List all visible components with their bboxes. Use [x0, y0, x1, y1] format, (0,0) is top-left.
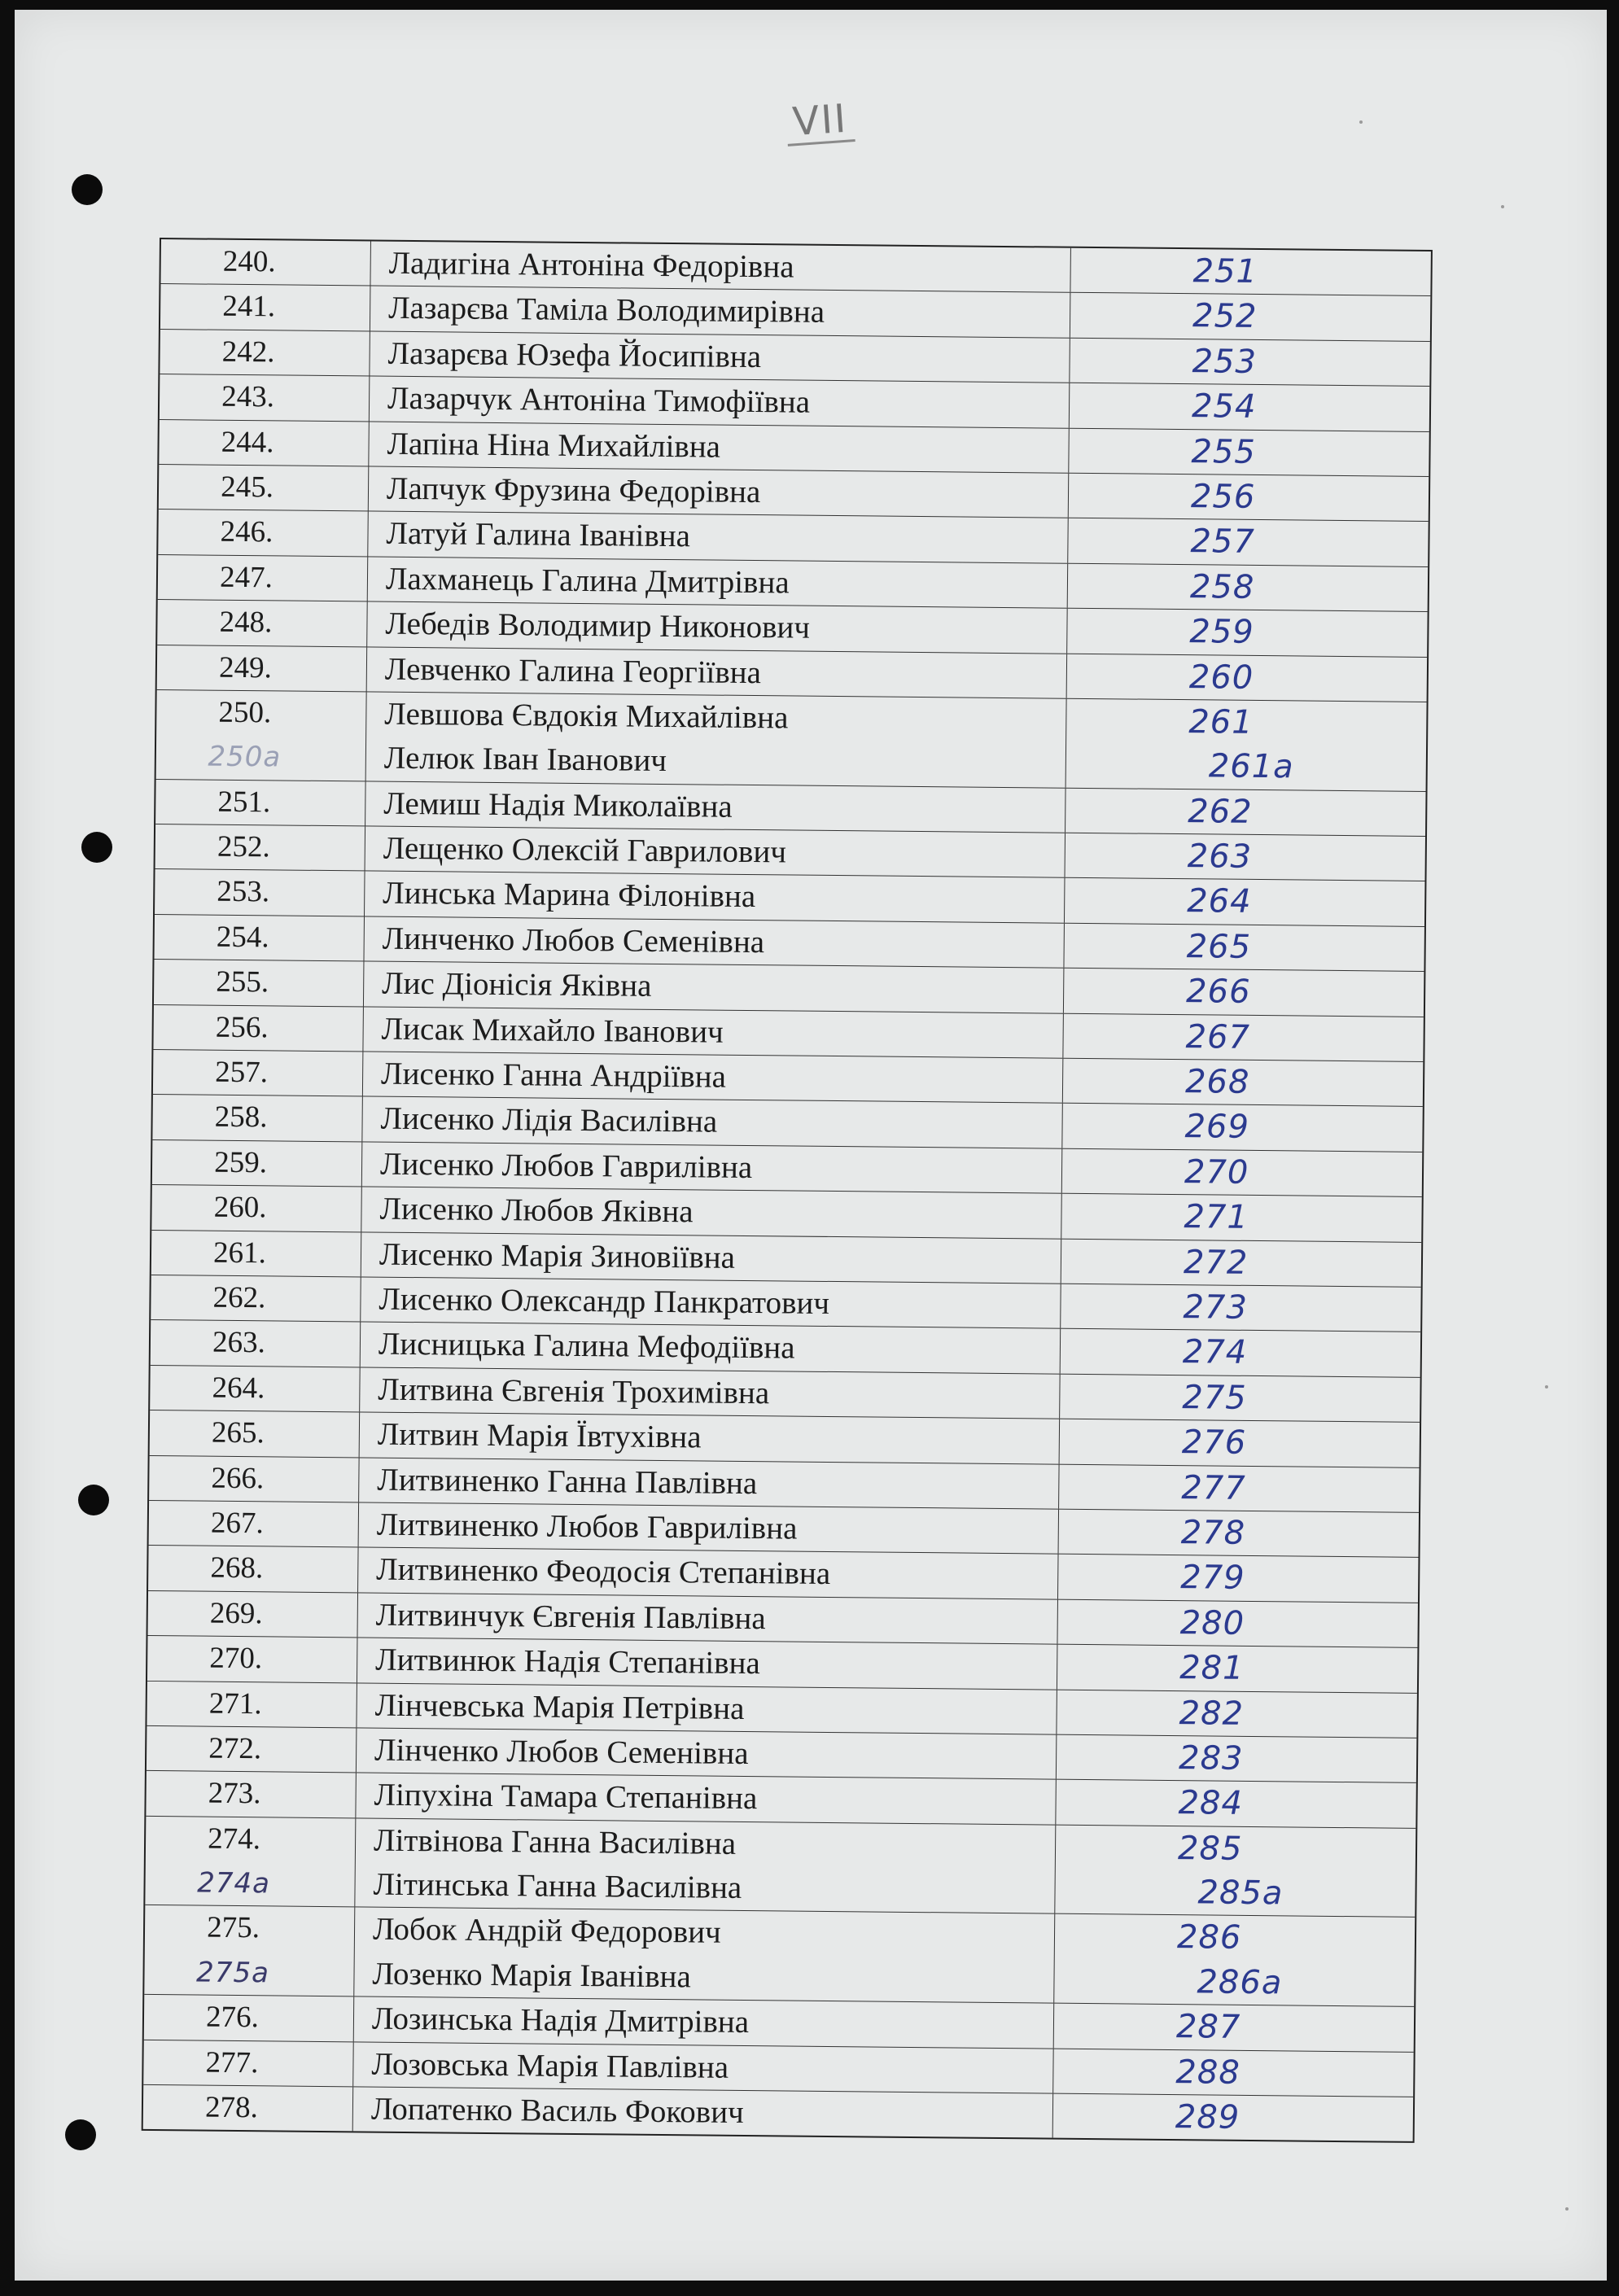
handwritten-sub-number: 250а [208, 740, 282, 774]
speck [1501, 205, 1504, 208]
handwritten-number: 266 [1185, 973, 1251, 1012]
handwritten-number-cell [1069, 428, 1429, 476]
person-name: Лазарєва Юзефа Йосипівна [387, 335, 762, 374]
punch-hole-3 [78, 1485, 109, 1515]
person-name: Лапчук Фрузина Федорівна [386, 470, 761, 510]
row-number: 264. [212, 1371, 265, 1406]
row-number-cell [147, 1636, 358, 1682]
handwritten-number: 259 [1189, 613, 1254, 652]
person-name: Лисенко Лідія Василівна [380, 1101, 718, 1140]
row-number-cell [155, 869, 365, 916]
handwritten-number: 282 [1179, 1694, 1245, 1733]
handwritten-number: 272 [1183, 1243, 1249, 1282]
row-number-cell [159, 420, 370, 466]
handwritten-number: 264 [1187, 882, 1252, 921]
row-number-cell [153, 1050, 364, 1096]
handwritten-number-cell [1065, 878, 1425, 926]
handwritten-number-cell [1065, 788, 1426, 836]
person-name-cell [370, 377, 1070, 428]
person-name-cell [370, 241, 1070, 292]
row-number: 274. [208, 1821, 261, 1856]
person-name-cell [357, 1728, 1057, 1779]
handwritten-number: 281 [1179, 1649, 1245, 1687]
row-number-cell [147, 1726, 357, 1773]
person-name: Ладигіна Антоніна Федорівна [388, 245, 794, 285]
handwritten-sub-number: 286а [1197, 1963, 1283, 2002]
person-name-cell [367, 647, 1067, 698]
person-name-cell [365, 872, 1065, 923]
row-number-cell [152, 1140, 363, 1187]
handwritten-number: 286 [1176, 1918, 1242, 1957]
row-number: 263. [212, 1326, 266, 1360]
register-table [142, 238, 1433, 2143]
handwritten-number: 252 [1192, 297, 1258, 336]
person-name: Лисенко Марія Зиновіївна [378, 1236, 736, 1275]
handwritten-number-cell [1057, 1690, 1417, 1738]
person-name-cell [368, 512, 1068, 563]
person-name: Левченко Галина Георгіївна [384, 651, 762, 690]
row-number: 244. [221, 425, 274, 459]
handwritten-number-cell [1069, 474, 1429, 522]
handwritten-number: 258 [1189, 567, 1255, 606]
person-name-cell [369, 422, 1069, 473]
person-name-cell [358, 1548, 1058, 1599]
row-number: 270. [209, 1641, 263, 1676]
row-number-cell [148, 1591, 359, 1638]
handwritten-number-cell [1057, 1735, 1417, 1783]
row-number: 275. [206, 1911, 260, 1945]
handwritten-number: 276 [1181, 1424, 1247, 1463]
handwritten-number-cell [1060, 1374, 1420, 1422]
person-name-cell [365, 781, 1065, 833]
row-number: 241. [222, 290, 276, 324]
row-number-cell [152, 1095, 363, 1141]
row-number: 256. [215, 1010, 269, 1044]
handwritten-number-cell [1060, 1419, 1420, 1467]
handwritten-number: 269 [1184, 1108, 1250, 1147]
row-number-cell [160, 284, 371, 330]
person-name: Латуй Галина Іванівна [386, 516, 691, 554]
row-number-cell [144, 1995, 355, 2041]
handwritten-number-cell [1063, 1059, 1424, 1107]
handwritten-number-cell [1064, 969, 1424, 1017]
person-name: Лінченко Любов Семенівна [374, 1732, 749, 1771]
row-number: 247. [219, 560, 273, 595]
person-name-cell [353, 2087, 1053, 2138]
handwritten-number: 273 [1183, 1288, 1249, 1327]
person-name: Литвиненко Феодосія Степанівна [376, 1551, 831, 1592]
person-name: Лозовська Марія Павлівна [371, 2046, 729, 2085]
handwritten-number: 287 [1175, 2008, 1241, 2047]
row-number: 273. [208, 1776, 261, 1811]
handwritten-number-cell [1057, 1599, 1418, 1647]
handwritten-number: 251 [1192, 252, 1258, 291]
row-number-cell [154, 915, 365, 961]
punch-hole-2 [81, 832, 112, 863]
handwritten-number: 270 [1184, 1152, 1249, 1192]
row-number: 271. [208, 1686, 262, 1721]
punch-hole-1 [72, 174, 103, 205]
handwritten-number: 280 [1179, 1603, 1245, 1642]
row-number-cell [151, 1320, 361, 1367]
row-number-cell [151, 1275, 361, 1322]
person-name-cell [354, 1908, 1055, 2003]
person-name-cell [360, 1367, 1060, 1419]
handwritten-number-cell [1070, 293, 1431, 341]
handwritten-number: 262 [1188, 792, 1253, 831]
person-name: Линська Марина Філонівна [383, 876, 756, 915]
row-number: 260. [213, 1190, 267, 1225]
row-number: 272. [208, 1731, 262, 1766]
row-number: 257. [215, 1055, 269, 1090]
person-name-cell [365, 827, 1065, 878]
person-name: Лазарєва Таміла Володимирівна [387, 291, 825, 330]
row-number: 240. [222, 244, 276, 279]
row-number-cell [154, 960, 365, 1006]
handwritten-sub-number: 285а [1197, 1874, 1284, 1913]
handwritten-number: 278 [1180, 1514, 1246, 1552]
person-name-cell [370, 286, 1070, 338]
person-name: Литвинчук Євгенія Павлівна [375, 1597, 766, 1636]
row-number-cell [160, 239, 371, 286]
table-row [156, 690, 1427, 792]
speck [1545, 1385, 1548, 1389]
row-number-cell [155, 780, 366, 826]
handwritten-number: 254 [1191, 387, 1257, 426]
row-number-cell [145, 1817, 356, 1907]
row-number-cell [148, 1546, 359, 1592]
handwritten-number-cell [1067, 654, 1428, 702]
person-name-cell [368, 557, 1068, 608]
row-number-cell [143, 2040, 354, 2087]
row-number: 265. [211, 1415, 265, 1450]
page-section-numeral: VII [785, 98, 855, 147]
speck [1565, 2207, 1569, 2211]
document-page [15, 10, 1607, 2281]
person-name: Лопатенко Василь Фокович [370, 2091, 744, 2131]
handwritten-number-cell [1065, 833, 1426, 881]
handwritten-number: 271 [1184, 1198, 1249, 1237]
handwritten-number-cell [1057, 1645, 1418, 1693]
person-name: Лисенко Любов Гаврилівна [379, 1146, 753, 1185]
person-name: Лисенко Ганна Андріївна [380, 1056, 727, 1095]
handwritten-number: 289 [1175, 2098, 1241, 2136]
handwritten-number: 256 [1190, 478, 1256, 516]
row-number: 261. [212, 1235, 267, 1270]
handwritten-number: 268 [1184, 1063, 1250, 1101]
handwritten-number: 274 [1182, 1333, 1248, 1372]
handwritten-number-cell [1066, 699, 1427, 791]
row-number-cell [158, 555, 369, 601]
person-name-cell [359, 1502, 1059, 1554]
row-number-cell [151, 1231, 362, 1277]
handwritten-number-cell [1053, 2094, 1414, 2142]
person-name-cell [363, 1052, 1063, 1103]
row-number: 243. [221, 379, 275, 414]
handwritten-number-cell [1068, 563, 1429, 611]
person-name: Лисак Михайло Іванович [381, 1011, 724, 1050]
person-name: Лапіна Ніна Михайлівна [387, 426, 721, 465]
person-name: Лінчевська Марія Петрівна [374, 1687, 745, 1726]
handwritten-number: 267 [1185, 1017, 1251, 1056]
handwritten-number-cell [1054, 1914, 1415, 2006]
person-name: Лис Діонісія Яківна [382, 965, 652, 1004]
person-name-sub: Лозенко Марія Іванівна [372, 1956, 692, 1995]
row-number: 254. [216, 920, 269, 955]
person-name: Лисенко Олександр Панкратович [378, 1281, 830, 1321]
row-number-cell [157, 600, 368, 646]
handwritten-number-cell [1062, 1104, 1423, 1152]
row-number: 250. [218, 695, 272, 730]
person-name-cell [354, 1997, 1054, 2049]
person-name: Лебедів Володимир Никонович [385, 606, 811, 645]
handwritten-number: 263 [1187, 837, 1253, 877]
person-name-cell [357, 1683, 1057, 1734]
handwritten-sub-number: 274а [197, 1866, 271, 1900]
handwritten-number: 279 [1180, 1559, 1245, 1598]
person-name: Линченко Любов Семенівна [382, 921, 765, 960]
row-number-cell [155, 824, 366, 871]
row-number-cell [160, 374, 370, 421]
person-name-cell [361, 1232, 1061, 1284]
table-row [145, 1817, 1416, 1918]
handwritten-number-cell [1061, 1194, 1422, 1242]
row-number-cell [144, 1905, 355, 1996]
person-name: Лазарчук Антоніна Тимофіївна [387, 380, 811, 420]
row-number: 262. [212, 1280, 266, 1315]
row-number-cell [153, 1005, 364, 1052]
handwritten-number: 265 [1186, 928, 1252, 966]
handwritten-number-cell [1054, 2004, 1415, 2052]
row-number-cell [157, 645, 368, 692]
handwritten-number-cell [1063, 1013, 1424, 1061]
person-name: Лемиш Надія Миколаївна [383, 785, 733, 824]
person-name: Лобок Андрій Федорович [372, 1912, 721, 1951]
person-name-sub: Лелюк Іван Іванович [383, 740, 667, 779]
row-number: 245. [220, 470, 274, 505]
person-name-cell [362, 1142, 1062, 1193]
handwritten-number: 275 [1182, 1378, 1247, 1417]
row-number: 253. [217, 875, 270, 909]
table-row [144, 1905, 1415, 2007]
handwritten-number-cell [1070, 383, 1430, 431]
row-number: 251. [217, 785, 271, 820]
person-name-cell [370, 331, 1070, 383]
row-number-cell [147, 1681, 357, 1727]
handwritten-number: 277 [1181, 1468, 1246, 1507]
person-name: Лисенко Любов Яківна [379, 1191, 694, 1230]
row-number-cell [143, 2085, 354, 2132]
person-name-cell [364, 962, 1064, 1013]
row-number: 267. [210, 1506, 264, 1541]
row-number: 269. [209, 1596, 263, 1631]
handwritten-number: 255 [1191, 432, 1257, 471]
person-name-cell [363, 1007, 1063, 1058]
punch-hole-4 [65, 2119, 96, 2150]
handwritten-number-cell [1061, 1284, 1421, 1332]
handwritten-number-cell [1053, 2049, 1414, 2097]
person-name-cell [353, 2042, 1053, 2093]
handwritten-number: 283 [1178, 1739, 1244, 1778]
handwritten-number: 253 [1192, 342, 1258, 381]
handwritten-number-cell [1055, 1825, 1416, 1917]
handwritten-number-cell [1070, 339, 1430, 387]
person-name-cell [360, 1413, 1060, 1464]
handwritten-number-cell [1067, 609, 1428, 657]
handwritten-number-cell [1070, 248, 1431, 296]
row-number-cell [146, 1771, 357, 1817]
handwritten-number: 257 [1190, 523, 1256, 562]
person-name-cell [357, 1638, 1057, 1690]
handwritten-number-cell [1059, 1510, 1420, 1558]
handwritten-number: 260 [1188, 658, 1254, 697]
person-name-cell [356, 1773, 1056, 1825]
person-name-cell [369, 466, 1069, 518]
row-number-cell [160, 330, 370, 376]
person-name-cell [355, 1818, 1056, 1913]
row-number-cell [151, 1185, 362, 1231]
handwritten-number-cell [1058, 1555, 1419, 1603]
row-number-cell [149, 1501, 360, 1547]
handwritten-sub-number: 275а [195, 1956, 270, 1990]
handwritten-number: 284 [1178, 1784, 1244, 1823]
row-number: 246. [220, 515, 273, 549]
person-name: Лозинська Надія Дмитрівна [371, 2001, 750, 2040]
person-name: Лахманець Галина Дмитрівна [385, 561, 790, 601]
person-name-cell [361, 1323, 1061, 1374]
handwritten-number-cell [1068, 518, 1429, 566]
handwritten-number-cell [1056, 1780, 1416, 1828]
row-number: 277. [205, 2045, 259, 2080]
person-name-cell [361, 1277, 1061, 1328]
row-number-cell [159, 465, 370, 511]
row-number: 248. [219, 605, 273, 640]
handwritten-number-cell [1061, 1239, 1422, 1287]
row-number: 258. [214, 1100, 268, 1135]
person-name: Літвінова Ганна Василівна [373, 1822, 737, 1861]
row-number: 266. [211, 1461, 265, 1495]
person-name-cell [364, 916, 1064, 968]
person-name: Левшова Євдокія Михайлівна [384, 696, 789, 736]
row-number-cell [156, 690, 367, 781]
handwritten-number-cell [1062, 1149, 1423, 1197]
row-number-cell [150, 1410, 361, 1457]
person-name: Литвинюк Надія Степанівна [375, 1642, 760, 1682]
row-number: 249. [218, 650, 273, 684]
row-number: 252. [217, 829, 270, 864]
person-name-cell [367, 602, 1067, 654]
row-number: 255. [216, 964, 269, 999]
row-number: 259. [214, 1145, 268, 1180]
person-name: Лещенко Олексій Гаврилович [383, 830, 787, 870]
row-number-cell [149, 1456, 360, 1502]
person-name: Литвиненко Ганна Павлівна [377, 1462, 758, 1501]
row-number: 276. [205, 2000, 260, 2035]
speck [1359, 120, 1363, 124]
handwritten-number-cell [1059, 1464, 1420, 1512]
row-number: 242. [221, 335, 275, 370]
row-number: 278. [204, 2090, 259, 2125]
person-name-cell [359, 1458, 1059, 1509]
person-name-sub: Літинська Ганна Василівна [373, 1866, 742, 1906]
person-name: Лисницька Галина Мефодіївна [378, 1327, 795, 1366]
person-name-cell [361, 1187, 1061, 1239]
person-name-cell [358, 1593, 1058, 1644]
person-name: Литвин Марія Ївтухівна [377, 1416, 702, 1455]
person-name: Литвиненко Любов Гаврилівна [376, 1507, 798, 1546]
handwritten-number: 288 [1175, 2053, 1241, 2092]
row-number: 268. [210, 1551, 264, 1585]
person-name: Литвина Євгенія Трохимівна [378, 1371, 770, 1411]
person-name: Ліпухіна Тамара Степанівна [374, 1777, 758, 1817]
row-number-cell [150, 1366, 361, 1412]
handwritten-number: 261 [1188, 703, 1254, 741]
handwritten-number-cell [1064, 924, 1424, 972]
handwritten-number-cell [1061, 1329, 1421, 1377]
handwritten-sub-number: 261а [1208, 747, 1294, 786]
person-name-cell [362, 1097, 1062, 1148]
handwritten-number: 285 [1177, 1829, 1243, 1868]
person-name-cell [366, 692, 1067, 787]
row-number-cell [158, 509, 369, 556]
